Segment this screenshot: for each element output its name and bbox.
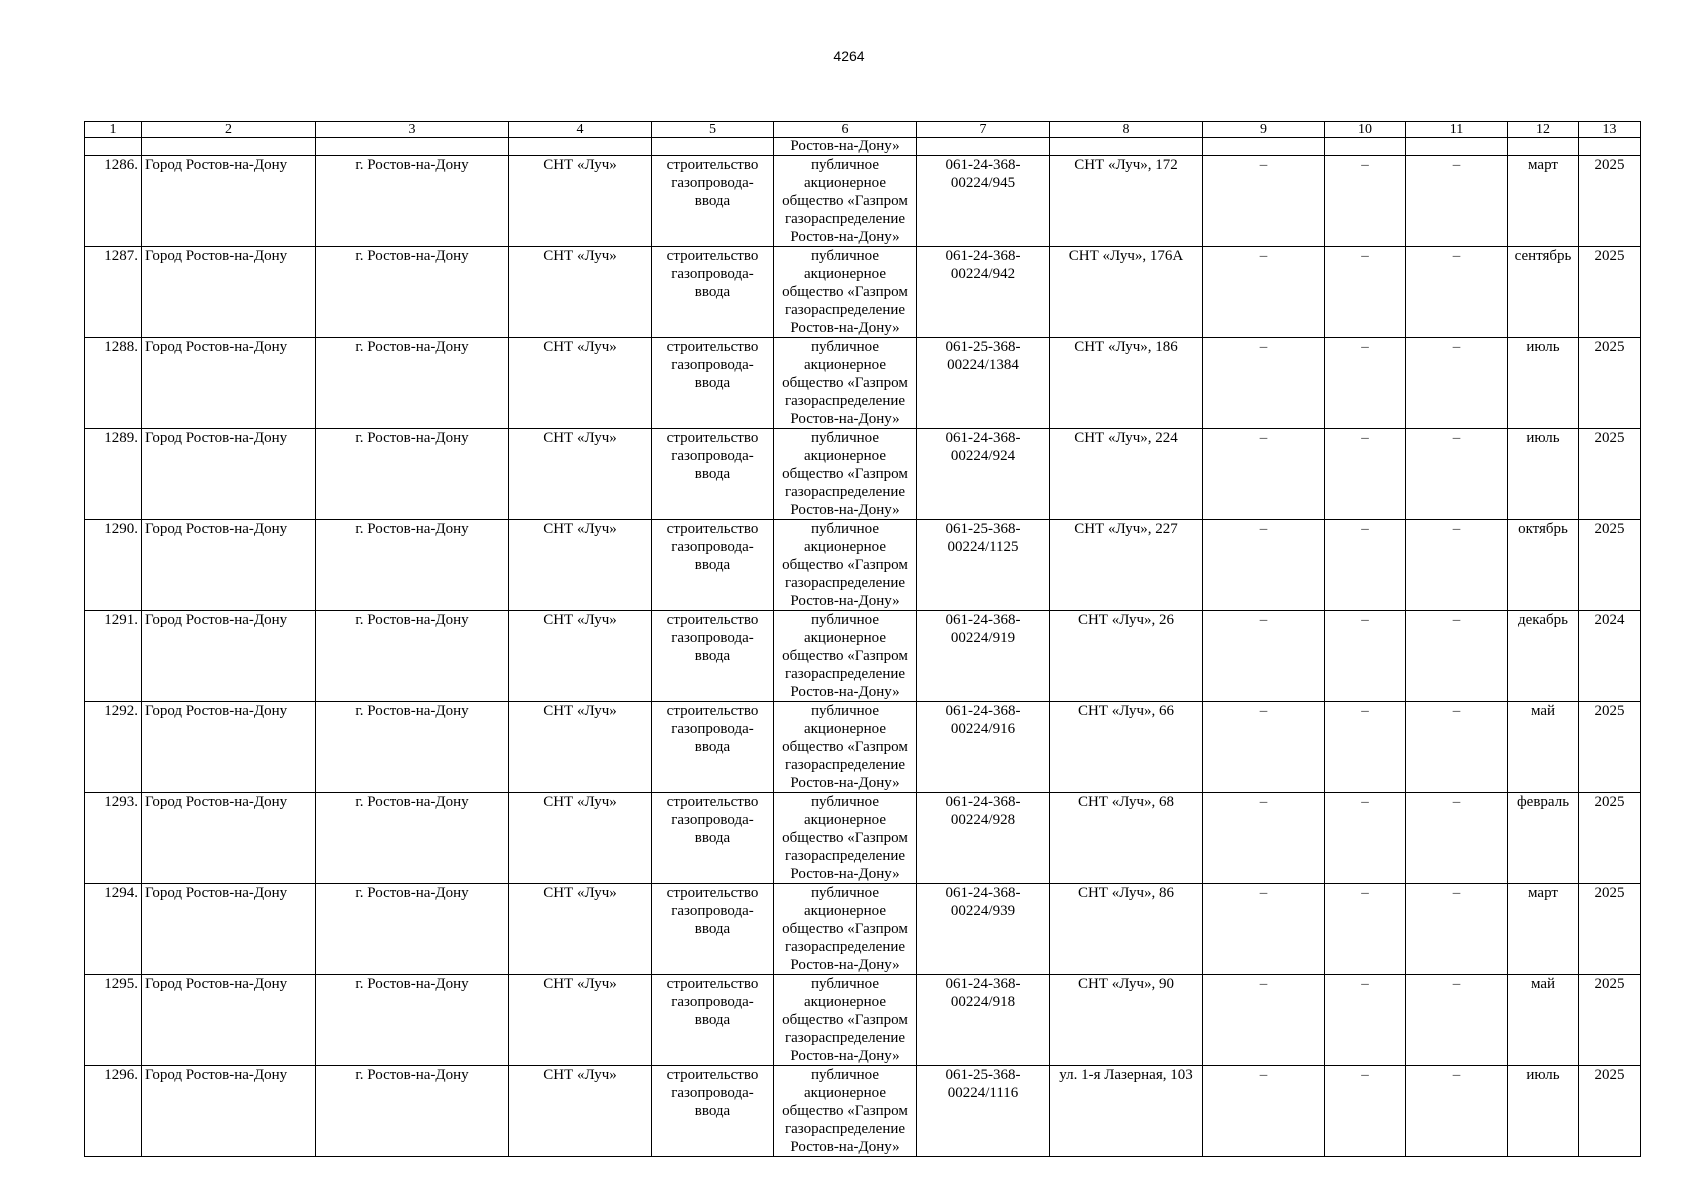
code-cell: 061-24-368-00224/924 [917, 429, 1050, 520]
work-type-cell: строительство газопровода-ввода [652, 1066, 774, 1157]
municipality-cell: Город Ростов-на-Дону [142, 156, 316, 247]
col-header: 3 [316, 122, 509, 138]
work-type-cell: строительство газопровода-ввода [652, 702, 774, 793]
col11-cell: – [1406, 702, 1508, 793]
column-number-row [85, 122, 1641, 138]
month-cell: март [1508, 156, 1579, 247]
object-cell: СНТ «Луч» [509, 793, 652, 884]
municipality-cell: Город Ростов-на-Дону [142, 793, 316, 884]
object-cell: СНТ «Луч» [509, 156, 652, 247]
owner-cell: публичное акционерное общество «Газпром газораспределение Ростов-на-Дону» [774, 520, 917, 611]
year-cell: 2025 [1579, 429, 1641, 520]
col11-cell: – [1406, 429, 1508, 520]
col10-cell: – [1325, 611, 1406, 702]
municipality-cell: Город Ростов-на-Дону [142, 429, 316, 520]
object-cell: СНТ «Луч» [509, 247, 652, 338]
owner-cell: публичное акционерное общество «Газпром газораспределение Ростов-на-Дону» [774, 884, 917, 975]
col-header: 11 [1406, 122, 1508, 138]
municipality-cell: Город Ростов-на-Дону [142, 338, 316, 429]
col9-cell: – [1203, 702, 1325, 793]
continuation-owner: Ростов-на-Дону» [774, 138, 917, 156]
month-cell: март [1508, 884, 1579, 975]
col11-cell: – [1406, 338, 1508, 429]
owner-cell: публичное акционерное общество «Газпром газораспределение Ростов-на-Дону» [774, 338, 917, 429]
municipality-cell: Город Ростов-на-Дону [142, 611, 316, 702]
table-row [85, 247, 1641, 338]
work-type-cell: строительство газопровода-ввода [652, 156, 774, 247]
col-header: 6 [774, 122, 917, 138]
month-cell: май [1508, 702, 1579, 793]
settlement-cell: г. Ростов-на-Дону [316, 793, 509, 884]
col11-cell: – [1406, 1066, 1508, 1157]
work-type-cell: строительство газопровода-ввода [652, 247, 774, 338]
month-cell: июль [1508, 429, 1579, 520]
table-row [85, 338, 1641, 429]
table-row [85, 429, 1641, 520]
address-cell: СНТ «Луч», 176А [1050, 247, 1203, 338]
row-number: 1294. [85, 884, 142, 975]
settlement-cell: г. Ростов-на-Дону [316, 247, 509, 338]
table-row [85, 1066, 1641, 1157]
col9-cell: – [1203, 247, 1325, 338]
owner-cell: публичное акционерное общество «Газпром газораспределение Ростов-на-Дону» [774, 793, 917, 884]
row-number: 1289. [85, 429, 142, 520]
col11-cell: – [1406, 884, 1508, 975]
row-number: 1293. [85, 793, 142, 884]
month-cell: июль [1508, 1066, 1579, 1157]
object-cell: СНТ «Луч» [509, 611, 652, 702]
col-header: 10 [1325, 122, 1406, 138]
col-header: 13 [1579, 122, 1641, 138]
address-cell: СНТ «Луч», 172 [1050, 156, 1203, 247]
municipality-cell: Город Ростов-на-Дону [142, 884, 316, 975]
address-cell: СНТ «Луч», 227 [1050, 520, 1203, 611]
code-cell: 061-24-368-00224/939 [917, 884, 1050, 975]
col-header: 7 [917, 122, 1050, 138]
continuation-row [85, 138, 1641, 156]
col11-cell: – [1406, 247, 1508, 338]
owner-cell: публичное акционерное общество «Газпром газораспределение Ростов-на-Дону» [774, 1066, 917, 1157]
address-cell: ул. 1-я Лазерная, 103 [1050, 1066, 1203, 1157]
object-cell: СНТ «Луч» [509, 975, 652, 1066]
row-number: 1290. [85, 520, 142, 611]
municipality-cell: Город Ростов-на-Дону [142, 975, 316, 1066]
col-header: 1 [85, 122, 142, 138]
row-number: 1296. [85, 1066, 142, 1157]
table-row [85, 793, 1641, 884]
work-type-cell: строительство газопровода-ввода [652, 429, 774, 520]
code-cell: 061-24-368-00224/928 [917, 793, 1050, 884]
col9-cell: – [1203, 156, 1325, 247]
object-cell: СНТ «Луч» [509, 338, 652, 429]
owner-cell: публичное акционерное общество «Газпром газораспределение Ростов-на-Дону» [774, 429, 917, 520]
col10-cell: – [1325, 793, 1406, 884]
row-number: 1292. [85, 702, 142, 793]
owner-cell: публичное акционерное общество «Газпром газораспределение Ростов-на-Дону» [774, 611, 917, 702]
code-cell: 061-25-368-00224/1125 [917, 520, 1050, 611]
col9-cell: – [1203, 338, 1325, 429]
col11-cell: – [1406, 793, 1508, 884]
col10-cell: – [1325, 520, 1406, 611]
col10-cell: – [1325, 247, 1406, 338]
col9-cell: – [1203, 520, 1325, 611]
year-cell: 2025 [1579, 156, 1641, 247]
col9-cell: – [1203, 611, 1325, 702]
row-number: 1288. [85, 338, 142, 429]
col9-cell: – [1203, 793, 1325, 884]
address-cell: СНТ «Луч», 68 [1050, 793, 1203, 884]
col-header: 2 [142, 122, 316, 138]
row-number: 1286. [85, 156, 142, 247]
col11-cell: – [1406, 611, 1508, 702]
row-number: 1295. [85, 975, 142, 1066]
settlement-cell: г. Ростов-на-Дону [316, 1066, 509, 1157]
year-cell: 2024 [1579, 611, 1641, 702]
col9-cell: – [1203, 884, 1325, 975]
code-cell: 061-24-368-00224/945 [917, 156, 1050, 247]
col-header: 5 [652, 122, 774, 138]
row-number: 1291. [85, 611, 142, 702]
col10-cell: – [1325, 429, 1406, 520]
year-cell: 2025 [1579, 702, 1641, 793]
month-cell: июль [1508, 338, 1579, 429]
municipality-cell: Город Ростов-на-Дону [142, 702, 316, 793]
code-cell: 061-24-368-00224/919 [917, 611, 1050, 702]
work-type-cell: строительство газопровода-ввода [652, 975, 774, 1066]
address-cell: СНТ «Луч», 66 [1050, 702, 1203, 793]
table-row [85, 702, 1641, 793]
work-type-cell: строительство газопровода-ввода [652, 884, 774, 975]
col10-cell: – [1325, 1066, 1406, 1157]
owner-cell: публичное акционерное общество «Газпром газораспределение Ростов-на-Дону» [774, 156, 917, 247]
col11-cell: – [1406, 975, 1508, 1066]
owner-cell: публичное акционерное общество «Газпром газораспределение Ростов-на-Дону» [774, 247, 917, 338]
settlement-cell: г. Ростов-на-Дону [316, 429, 509, 520]
col10-cell: – [1325, 884, 1406, 975]
settlement-cell: г. Ростов-на-Дону [316, 702, 509, 793]
object-cell: СНТ «Луч» [509, 1066, 652, 1157]
object-cell: СНТ «Луч» [509, 884, 652, 975]
col-header: 4 [509, 122, 652, 138]
col-header: 9 [1203, 122, 1325, 138]
work-type-cell: строительство газопровода-ввода [652, 611, 774, 702]
work-type-cell: строительство газопровода-ввода [652, 520, 774, 611]
work-type-cell: строительство газопровода-ввода [652, 793, 774, 884]
owner-cell: публичное акционерное общество «Газпром газораспределение Ростов-на-Дону» [774, 702, 917, 793]
col9-cell: – [1203, 429, 1325, 520]
col11-cell: – [1406, 156, 1508, 247]
address-cell: СНТ «Луч», 26 [1050, 611, 1203, 702]
col-header: 12 [1508, 122, 1579, 138]
settlement-cell: г. Ростов-на-Дону [316, 975, 509, 1066]
month-cell: сентябрь [1508, 247, 1579, 338]
col-header: 8 [1050, 122, 1203, 138]
address-cell: СНТ «Луч», 90 [1050, 975, 1203, 1066]
month-cell: октябрь [1508, 520, 1579, 611]
code-cell: 061-25-368-00224/1116 [917, 1066, 1050, 1157]
col11-cell: – [1406, 520, 1508, 611]
address-cell: СНТ «Луч», 86 [1050, 884, 1203, 975]
table-row [85, 611, 1641, 702]
year-cell: 2025 [1579, 520, 1641, 611]
address-cell: СНТ «Луч», 186 [1050, 338, 1203, 429]
table-row [85, 884, 1641, 975]
code-cell: 061-24-368-00224/916 [917, 702, 1050, 793]
month-cell: май [1508, 975, 1579, 1066]
row-number: 1287. [85, 247, 142, 338]
col9-cell: – [1203, 1066, 1325, 1157]
work-type-cell: строительство газопровода-ввода [652, 338, 774, 429]
address-cell: СНТ «Луч», 224 [1050, 429, 1203, 520]
year-cell: 2025 [1579, 793, 1641, 884]
register-table [84, 121, 1641, 1157]
month-cell: декабрь [1508, 611, 1579, 702]
col9-cell: – [1203, 975, 1325, 1066]
year-cell: 2025 [1579, 975, 1641, 1066]
municipality-cell: Город Ростов-на-Дону [142, 247, 316, 338]
col10-cell: – [1325, 338, 1406, 429]
code-cell: 061-25-368-00224/1384 [917, 338, 1050, 429]
table-row [85, 156, 1641, 247]
col10-cell: – [1325, 702, 1406, 793]
col10-cell: – [1325, 975, 1406, 1066]
year-cell: 2025 [1579, 884, 1641, 975]
year-cell: 2025 [1579, 247, 1641, 338]
municipality-cell: Город Ростов-на-Дону [142, 520, 316, 611]
owner-cell: публичное акционерное общество «Газпром газораспределение Ростов-на-Дону» [774, 975, 917, 1066]
month-cell: февраль [1508, 793, 1579, 884]
settlement-cell: г. Ростов-на-Дону [316, 611, 509, 702]
settlement-cell: г. Ростов-на-Дону [316, 520, 509, 611]
table-row [85, 975, 1641, 1066]
object-cell: СНТ «Луч» [509, 702, 652, 793]
settlement-cell: г. Ростов-на-Дону [316, 156, 509, 247]
settlement-cell: г. Ростов-на-Дону [316, 338, 509, 429]
code-cell: 061-24-368-00224/942 [917, 247, 1050, 338]
settlement-cell: г. Ростов-на-Дону [316, 884, 509, 975]
year-cell: 2025 [1579, 1066, 1641, 1157]
municipality-cell: Город Ростов-на-Дону [142, 1066, 316, 1157]
code-cell: 061-24-368-00224/918 [917, 975, 1050, 1066]
object-cell: СНТ «Луч» [509, 429, 652, 520]
table-row [85, 520, 1641, 611]
col10-cell: – [1325, 156, 1406, 247]
year-cell: 2025 [1579, 338, 1641, 429]
object-cell: СНТ «Луч» [509, 520, 652, 611]
page-number: 4264 [833, 48, 865, 64]
